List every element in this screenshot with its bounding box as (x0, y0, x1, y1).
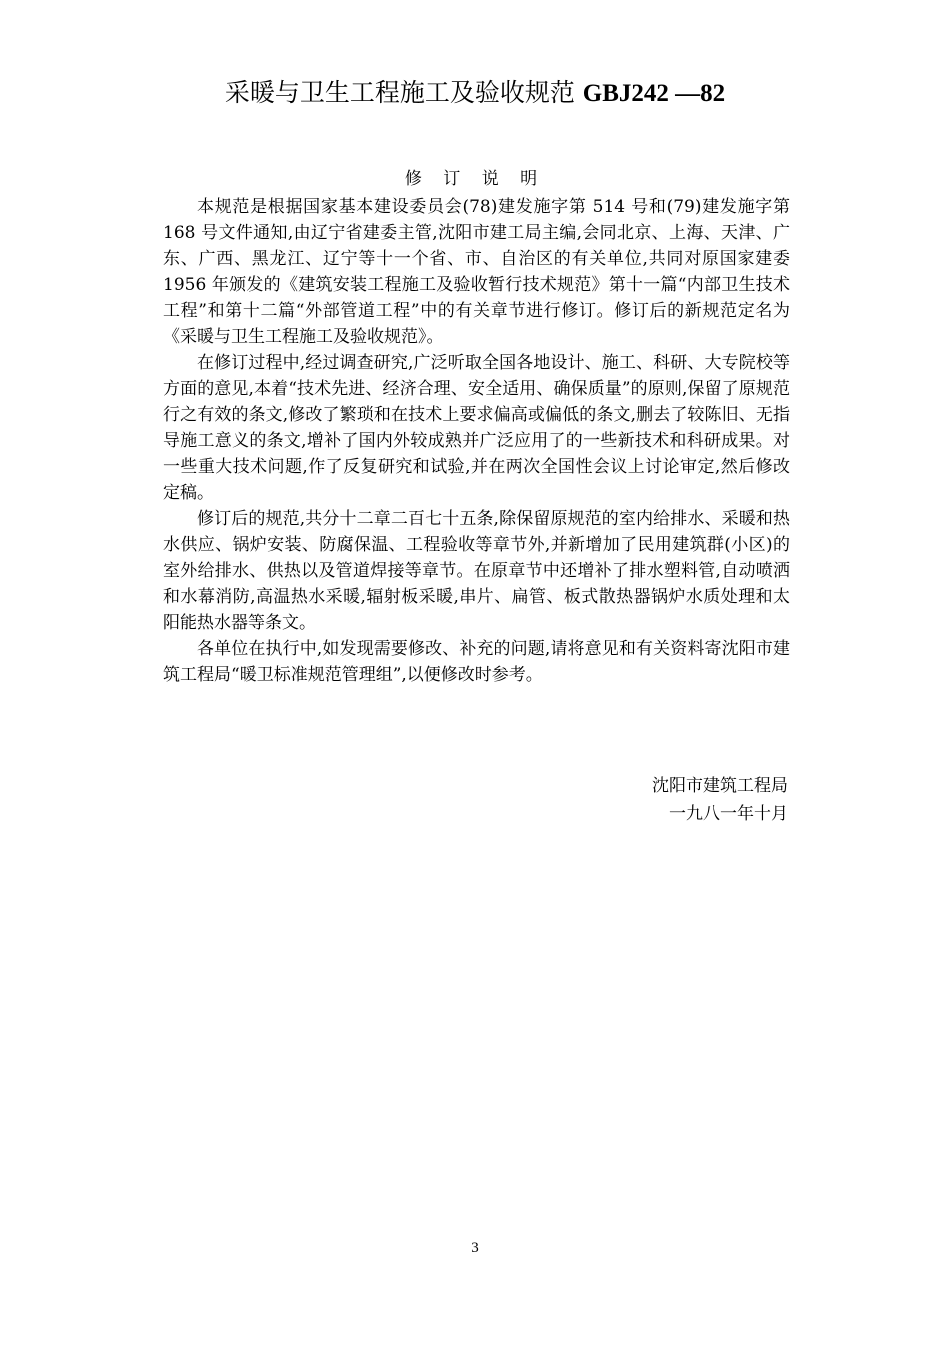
page-number: 3 (471, 1240, 479, 1256)
signature-block (652, 772, 788, 828)
document-title (0, 76, 950, 111)
signature-date: 一九八一年十月 (669, 804, 788, 824)
document-title-text: 采暖与卫生工程施工及验收规范 (224, 78, 583, 107)
document-title-code: GBJ242 —82 (582, 80, 726, 107)
paragraph-3: 修订后的规范,共分十二章二百七十五条,除保留原规范的室内给排水、采暖和热水供应、锅炉安装、防腐保温、工程验收等章节外,并新增加了民用建筑群(小区)的室外给排水、供热以及管道焊接等章节。在原章节中还增补了排水塑料管,自动喷洒和水幕消防,高温热水采暖,辐射板采暖,串片、扁管、板式散热器锅炉水质处理和太阳能热水器等条文。 (163, 509, 790, 633)
paragraph-4: 各单位在执行中,如发现需要修改、补充的问题,请将意见和有关资料寄沈阳市建筑工程局“暖卫标准规范管理组”,以便修改时参考。 (163, 639, 790, 685)
signature-organization: 沈阳市建筑工程局 (652, 776, 788, 796)
section-heading: 修 订 说 明 (404, 169, 546, 189)
body-text (163, 194, 790, 688)
paragraph-2: 在修订过程中,经过调查研究,广泛听取全国各地设计、施工、科研、大专院校等方面的意见,本着“技术先进、经济合理、安全适用、确保质量”的原则,保留了原规范行之有效的条文,修改了繁琐和在技术上要求偏高或偏低的条文,删去了较陈旧、无指导施工意义的条文,增补了国内外较成熟并广泛应用了的一些新技术和科研成果。对一些重大技术问题,作了反复研究和试验,并在两次全国性会议上讨论审定,然后修改定稿。 (163, 353, 790, 503)
paragraph-1: 本规范是根据国家基本建设委员会(78)建发施字第 514 号和(79)建发施字第 168 号文件通知,由辽宁省建委主管,沈阳市建工局主编,会同北京、上海、天津、广东、广西、黑龙江、辽宁等十一个省、市、自治区的有关单位,共同对原国家建委 1956 年颁发的《建筑安装工程施工及验收暂行技术规范》第十一篇“内部卫生技术工程”和第十二篇“外部管道工程”中的有关章节进行修订。修订后的新规范定名为《采暖与卫生工程施工及验收规范》。 (163, 197, 790, 347)
